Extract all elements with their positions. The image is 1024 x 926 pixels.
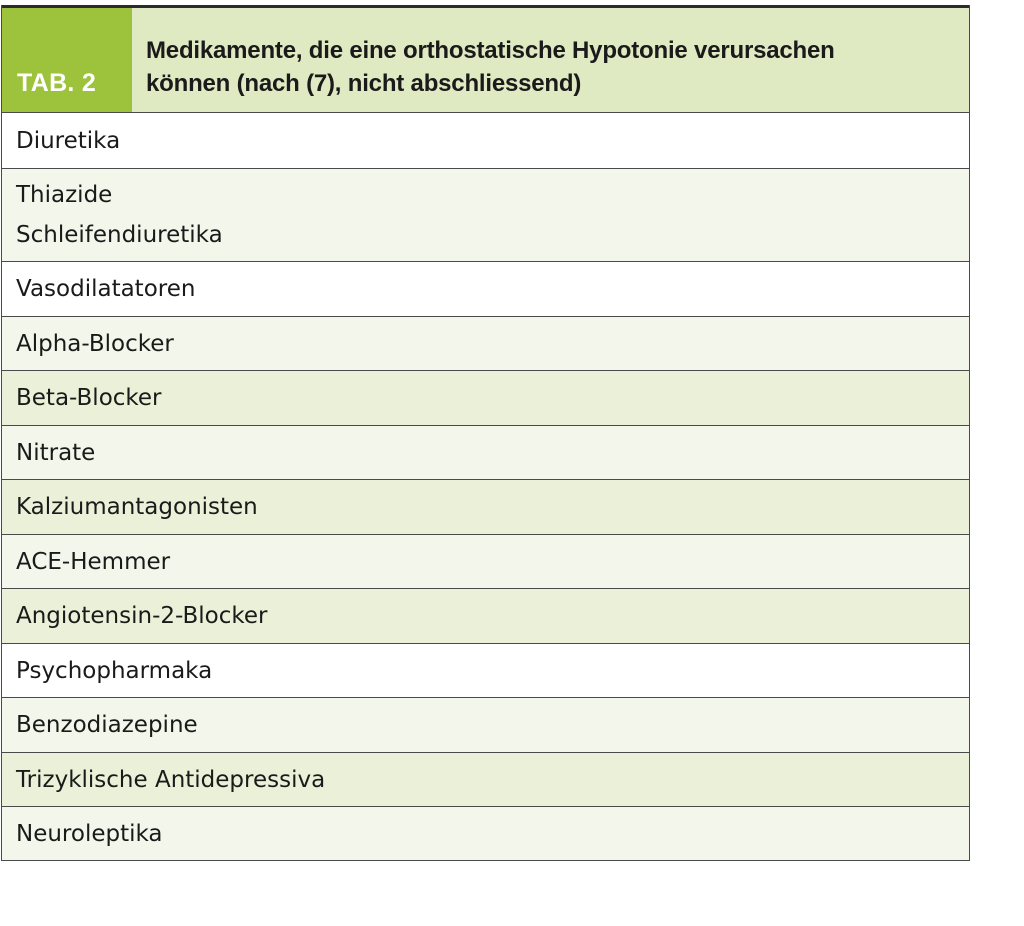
table-row-diuretika: Diuretika — [2, 113, 969, 168]
table-row-neuroleptika: Neuroleptika — [2, 806, 969, 860]
table-header — [2, 5, 969, 113]
table-row-alpha-blocker: Alpha-Blocker — [2, 316, 969, 370]
table-number-label: TAB. 2 — [2, 8, 132, 112]
table-row-benzodiazepine: Benzodiazepine — [2, 697, 969, 752]
table-row-angiotensin-2-blocker: Angiotensin-2-Blocker — [2, 588, 969, 643]
table-title: Medikamente, die eine orthostatische Hypotonie verursachen können (nach (7), nicht abschliessend) — [132, 8, 969, 112]
table-row-ace-hemmer: ACE-Hemmer — [2, 534, 969, 588]
table-row-kalziumantagonisten: Kalziumantagonisten — [2, 479, 969, 534]
table-row-thiazide-schleifendiuretika: Thiazide Schleifendiuretika — [2, 168, 969, 261]
table-row-trizyklische-antidepressiva: Trizyklische Antidepressiva — [2, 752, 969, 806]
table-row-beta-blocker: Beta-Blocker — [2, 370, 969, 425]
table-row-psychopharmaka: Psychopharmaka — [2, 643, 969, 697]
medication-table — [1, 5, 970, 861]
table-row-nitrate: Nitrate — [2, 425, 969, 479]
table-body — [2, 113, 969, 860]
table-row-vasodilatatoren: Vasodilatatoren — [2, 261, 969, 316]
